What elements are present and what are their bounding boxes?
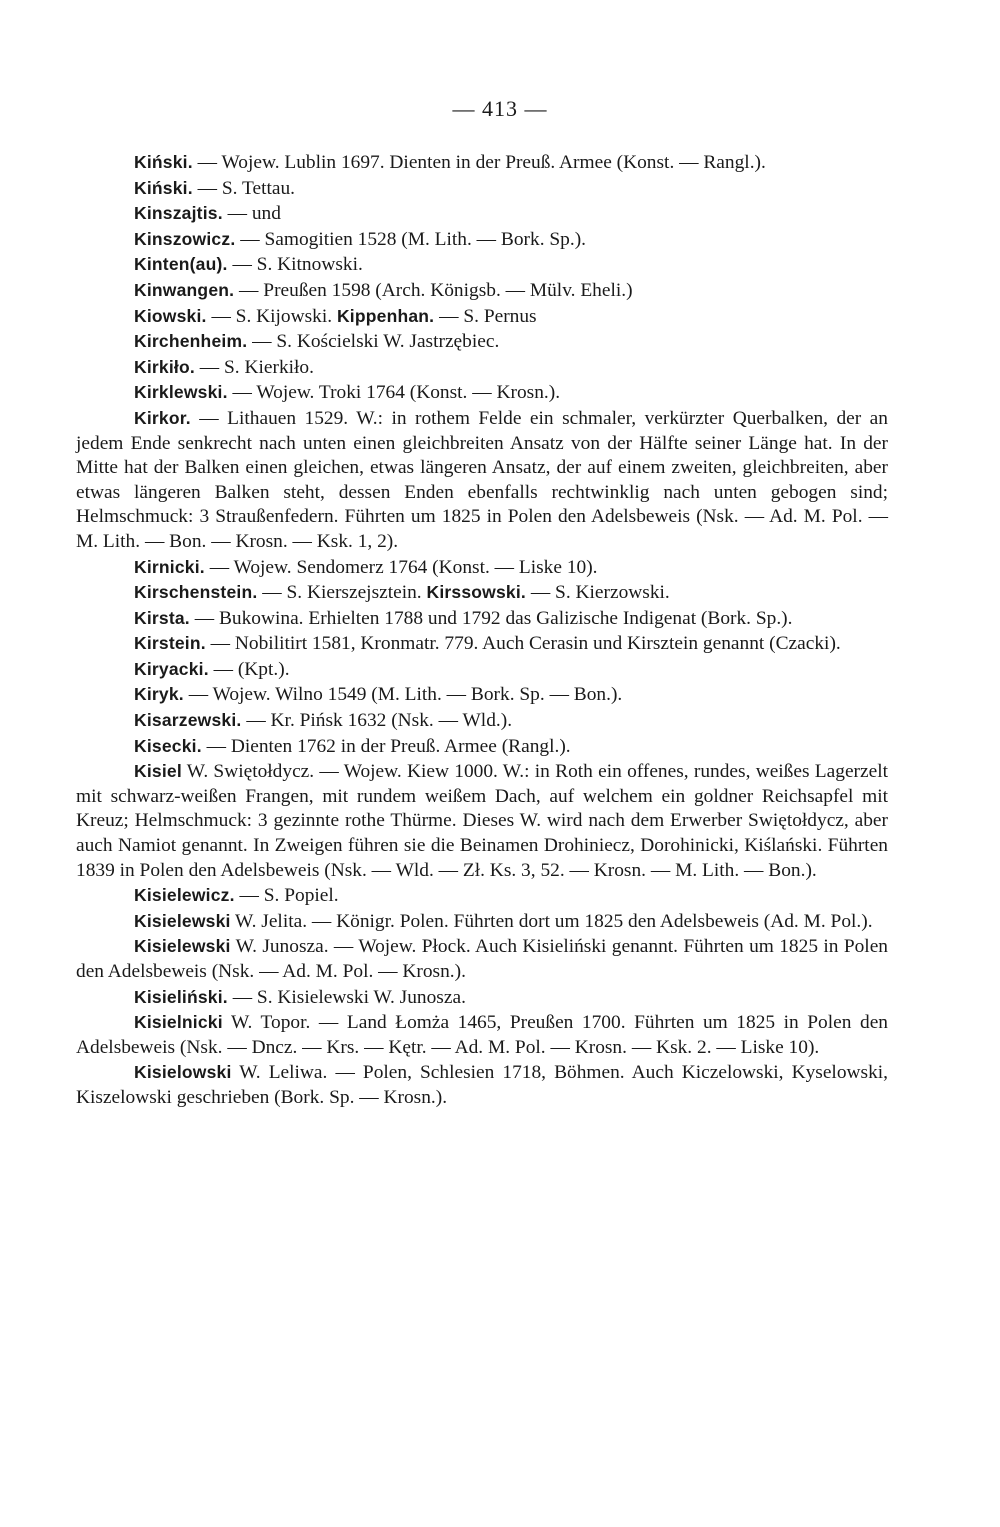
dictionary-entry	[76, 606, 888, 632]
dictionary-entry	[76, 380, 888, 406]
entry-text: — S. Kierkiło.	[194, 356, 314, 378]
entry-text: — S. Tettau.	[192, 177, 296, 199]
entry-headword: Kippenhan.	[336, 305, 435, 326]
entry-text: W. Junosza. — Wojew. Płock. Auch Kisieliński genannt. Führten um 1825 in Polen den Adelsbeweis (Nsk. — Ad. M. Pol. — Krosn.).	[76, 936, 888, 982]
entry-headword: Kinszajtis.	[134, 203, 223, 224]
entry-headword: Kirstein.	[134, 633, 206, 654]
entry-headword: Kisielnicki	[134, 1012, 223, 1033]
dictionary-entry	[76, 657, 888, 683]
dictionary-entry	[76, 355, 888, 381]
dictionary-entry	[76, 304, 888, 330]
entry-headword: Kirkor.	[134, 407, 191, 428]
entry-headword: Kisielewski	[134, 910, 231, 931]
entry-headword: Kirschenstein.	[134, 582, 258, 603]
entry-text: — Kr. Pińsk 1632 (Nsk. — Wld.).	[241, 710, 513, 732]
entry-text: — S. Kościelski W. Jastrzębiec.	[247, 331, 500, 353]
entry-headword: Kisieliński.	[134, 986, 228, 1007]
dictionary-entry	[76, 734, 888, 760]
dictionary-entry	[76, 176, 888, 202]
dictionary-entry	[76, 985, 888, 1011]
entry-headword: Kirssowski.	[426, 582, 526, 603]
entry-text: W. Leliwa. — Polen, Schlesien 1718, Böhmen. Auch Kiczelowski, Kyselowski, Kiszelowski geschrieben (Bork. Sp. — Krosn.).	[76, 1062, 888, 1108]
dictionary-entry	[76, 934, 888, 984]
entry-text: — Samogitien 1528 (M. Lith. — Bork. Sp.).	[235, 228, 587, 250]
entry-headword: Kirnicki.	[134, 556, 205, 577]
entry-headword: Kisielewski	[134, 936, 231, 957]
dictionary-entry	[76, 252, 888, 278]
dictionary-entry	[76, 201, 888, 227]
dictionary-entry	[76, 580, 888, 606]
dictionary-entry	[76, 406, 888, 555]
dictionary-entry	[76, 909, 888, 935]
entry-headword: Kisecki.	[134, 735, 202, 756]
dictionary-entry	[76, 759, 888, 883]
dictionary-entry	[76, 555, 888, 581]
entry-list	[76, 150, 888, 1111]
entry-text: — Wojew. Wilno 1549 (M. Lith. — Bork. Sp. — Bon.).	[183, 684, 623, 706]
entry-headword: Kirkiło.	[134, 356, 195, 377]
entry-text: — Dienten 1762 in der Preuß. Armee (Rangl.).	[201, 735, 571, 757]
dictionary-entry	[76, 1060, 888, 1110]
dictionary-entry	[76, 682, 888, 708]
entry-headword: Kiński.	[134, 152, 193, 172]
entry-text: — Nobilitirt 1581, Kronmatr. 779. Auch Cerasin und Kirsztein genannt (Czacki).	[205, 633, 841, 655]
entry-text: W. Swiętołdycz. — Wojew. Kiew 1000. W.: in Roth ein offenes, rundes, weißes Lagerzelt mit schwarz-weißen Frangen, mit rundem weißem Dach, auf welchem ein goldner Reichsapfel mit Kreuz; Helmschmuck: 3 gezinnte rothe Thürme. Dieses W. wird nach dem Erwerber Swiętołdycz, aber auch Namiot genannt. In Zweigen führen sie die Beinamen Drohiniecz, Dorohinicki, Kiślański. Führten 1839 in Polen den Adelsbeweis (Nsk. — Wld. — Zł. Ks. 3, 52. — Krosn. — M. Lith. — Bon.).	[76, 761, 888, 881]
entry-headword: Kisarzewski.	[134, 710, 242, 731]
dictionary-entry	[76, 227, 888, 253]
entry-text: — S. Kierzowski.	[525, 582, 670, 604]
entry-text: — Preußen 1598 (Arch. Königsb. — Mülv. Eheli.)	[234, 279, 633, 301]
entry-text: — S. Kierszejsztein.	[257, 582, 427, 604]
dictionary-entry	[76, 150, 888, 176]
entry-text: — (Kpt.).	[208, 658, 290, 680]
entry-headword: Kinten(au).	[134, 254, 228, 275]
entry-text: — Wojew. Troki 1764 (Konst. — Krosn.).	[227, 382, 561, 404]
entry-text: — Wojew. Lublin 1697. Dienten in der Preuß. Armee (Konst. — Rangl.).	[192, 152, 766, 173]
entry-text: — S. Kitnowski.	[227, 254, 363, 276]
entry-text: W. Topor. — Land Łomża 1465, Preußen 1700. Führten um 1825 in Polen den Adelsbeweis (Nsk. — Dncz. — Krs. — Kętr. — Ad. M. Pol. — Krosn. — Ksk. 2. — Liske 10).	[76, 1012, 888, 1058]
dictionary-entry	[76, 631, 888, 657]
entry-text: — S. Popiel.	[234, 885, 339, 907]
dictionary-entry	[76, 278, 888, 304]
entry-headword: Kisielowski	[134, 1062, 232, 1083]
entry-headword: Kisiel	[134, 761, 182, 782]
dictionary-entry	[76, 708, 888, 734]
entry-headword: Kirsta.	[134, 607, 190, 628]
dictionary-entry	[76, 883, 888, 909]
entry-text: W. Jelita. — Königr. Polen. Führten dort um 1825 den Adelsbeweis (Ad. M. Pol.).	[230, 910, 873, 932]
entry-text: — Bukowina. Erhielten 1788 und 1792 das Galizische Indigenat (Bork. Sp.).	[189, 607, 793, 629]
entry-headword: Kisielewicz.	[134, 885, 235, 906]
entry-text: — Lithauen 1529. W.: in rothem Felde ein schmaler, verkürzter Querbalken, der an jedem Ende senkrecht nach unten einen gleichbreiten Ansatz von der Hälfte seiner Länge hat. In der Mitte hat der Balken einen gleichen, etwas längeren Ansatz, der auf einem zweiten, gleichbreiten, aber etwas längeren Balken steht, dessen Enden ebenfalls rechtwinklig nach unten gebogen sind; Helmschmuck: 3 Straußenfedern. Führten um 1825 in Polen den Adelsbeweis (Nsk. — Ad. M. Pol. — M. Lith. — Bon. — Krosn. — Ksk. 1, 2).	[76, 407, 888, 552]
entry-text: — S. Kijowski.	[206, 305, 337, 327]
entry-headword: Kiryk.	[134, 684, 184, 705]
entry-headword: Kinszowicz.	[134, 228, 236, 249]
dictionary-entry	[76, 1010, 888, 1060]
entry-headword: Kiryacki.	[134, 658, 209, 679]
entry-text: — und	[222, 203, 281, 225]
entry-text: — S. Pernus	[434, 305, 537, 327]
page-number: — 413 —	[452, 96, 548, 121]
entry-headword: Kiński.	[134, 177, 193, 198]
entry-headword: Kirklewski.	[134, 382, 228, 403]
entry-text: — S. Kisielewski W. Junosza.	[227, 986, 466, 1008]
entry-headword: Kirchenheim.	[134, 331, 248, 352]
entry-text: — Wojew. Sendomerz 1764 (Konst. — Liske 10).	[204, 556, 598, 578]
entry-headword: Kinwangen.	[134, 279, 235, 300]
dictionary-entry	[76, 329, 888, 355]
entry-headword: Kiowski.	[134, 305, 207, 326]
